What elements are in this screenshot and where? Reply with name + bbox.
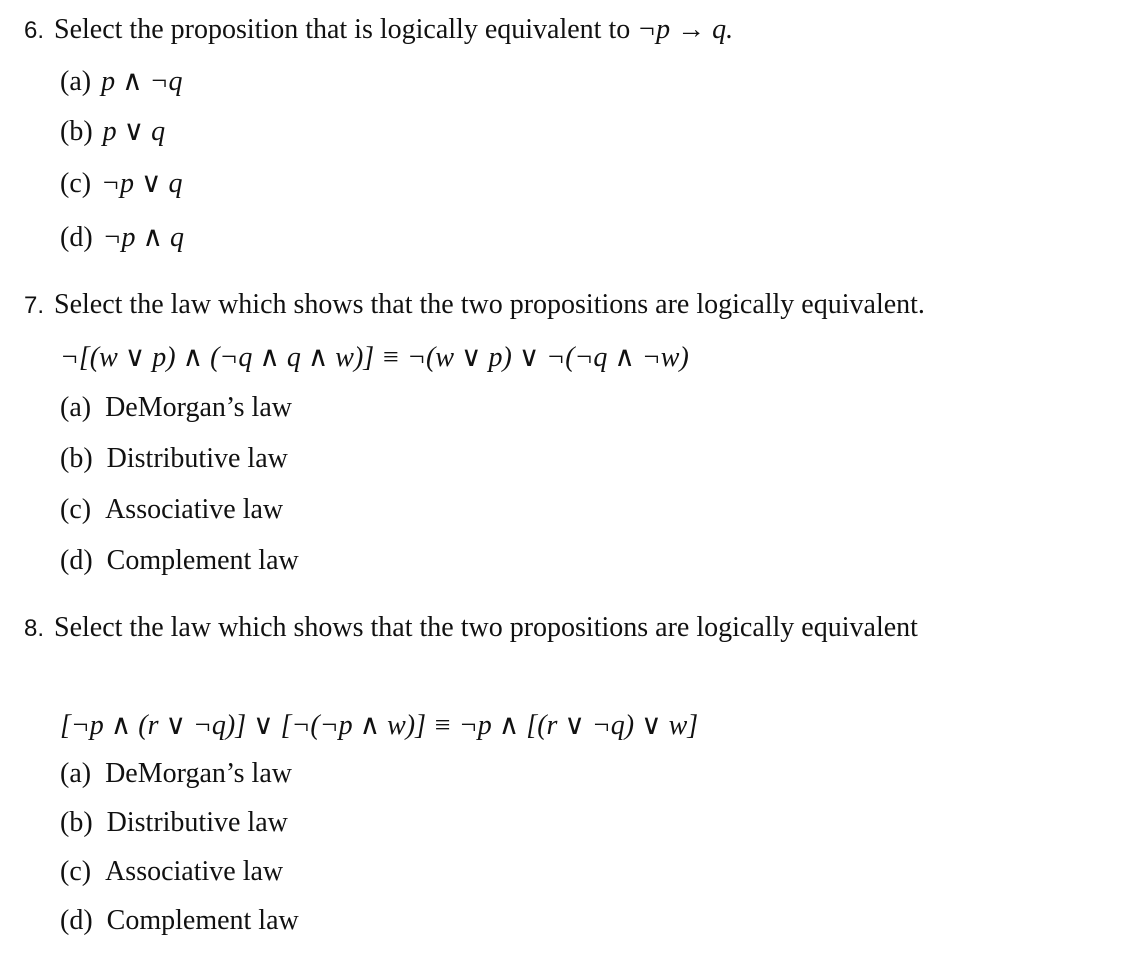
option-text: ¬p ∨ q: [101, 168, 183, 199]
question-expression: ¬p → q.: [637, 14, 734, 45]
question-prompt: Select the proposition that is logically equivalent to: [54, 14, 631, 45]
option-7c[interactable]: [60, 492, 283, 528]
question-number: 7.: [24, 292, 45, 319]
question-number: 6.: [24, 17, 45, 44]
option-8a[interactable]: [60, 756, 292, 792]
option-label: (c): [60, 856, 92, 887]
option-text: p ∧ ¬q: [101, 66, 183, 97]
question-6-stem: [24, 12, 733, 49]
option-7a[interactable]: [60, 390, 292, 426]
option-text: Distributive law: [106, 443, 288, 474]
option-text: Associative law: [105, 494, 284, 525]
question-prompt: Select the law which shows that the two propositions are logically equivalent.: [54, 289, 925, 320]
question-8-stem: [24, 610, 918, 647]
option-label: (a): [60, 66, 92, 97]
option-7b[interactable]: [60, 441, 288, 477]
question-prompt: Select the law which shows that the two propositions are logically equivalent: [54, 612, 918, 643]
equivalence-equation: ¬[(w ∨ p) ∧ (¬q ∧ q ∧ w)] ≡ ¬(w ∨ p) ∨ ¬(¬q ∧ ¬w): [60, 342, 689, 373]
option-label: (a): [60, 392, 92, 423]
option-label: (d): [60, 222, 93, 253]
option-7d[interactable]: [60, 543, 299, 579]
option-text: p ∨ q: [102, 116, 166, 147]
option-label: (c): [60, 168, 92, 199]
option-8b[interactable]: [60, 805, 288, 841]
question-7-stem: [24, 287, 925, 324]
option-label: (a): [60, 758, 92, 789]
option-label: (b): [60, 807, 93, 838]
option-text: DeMorgan’s law: [105, 758, 292, 789]
option-6d[interactable]: [60, 220, 184, 256]
option-label: (d): [60, 905, 93, 936]
option-text: Complement law: [106, 545, 299, 576]
option-label: (b): [60, 443, 93, 474]
option-6c[interactable]: [60, 166, 182, 202]
option-text: Complement law: [106, 905, 299, 936]
option-text: Associative law: [105, 856, 284, 887]
option-text: Distributive law: [106, 807, 288, 838]
option-text: ¬p ∧ q: [102, 222, 185, 253]
option-6b[interactable]: [60, 114, 165, 150]
option-6a[interactable]: [60, 64, 182, 100]
equivalence-equation: [¬p ∧ (r ∨ ¬q)] ∨ [¬(¬p ∧ w)] ≡ ¬p ∧ [(r ∨ ¬q) ∨ w]: [60, 710, 699, 741]
option-8d[interactable]: [60, 903, 299, 939]
option-label: (b): [60, 116, 93, 147]
option-label: (c): [60, 494, 92, 525]
option-text: DeMorgan’s law: [105, 392, 292, 423]
option-8c[interactable]: [60, 854, 283, 890]
question-number: 8.: [24, 615, 45, 642]
option-label: (d): [60, 545, 93, 576]
